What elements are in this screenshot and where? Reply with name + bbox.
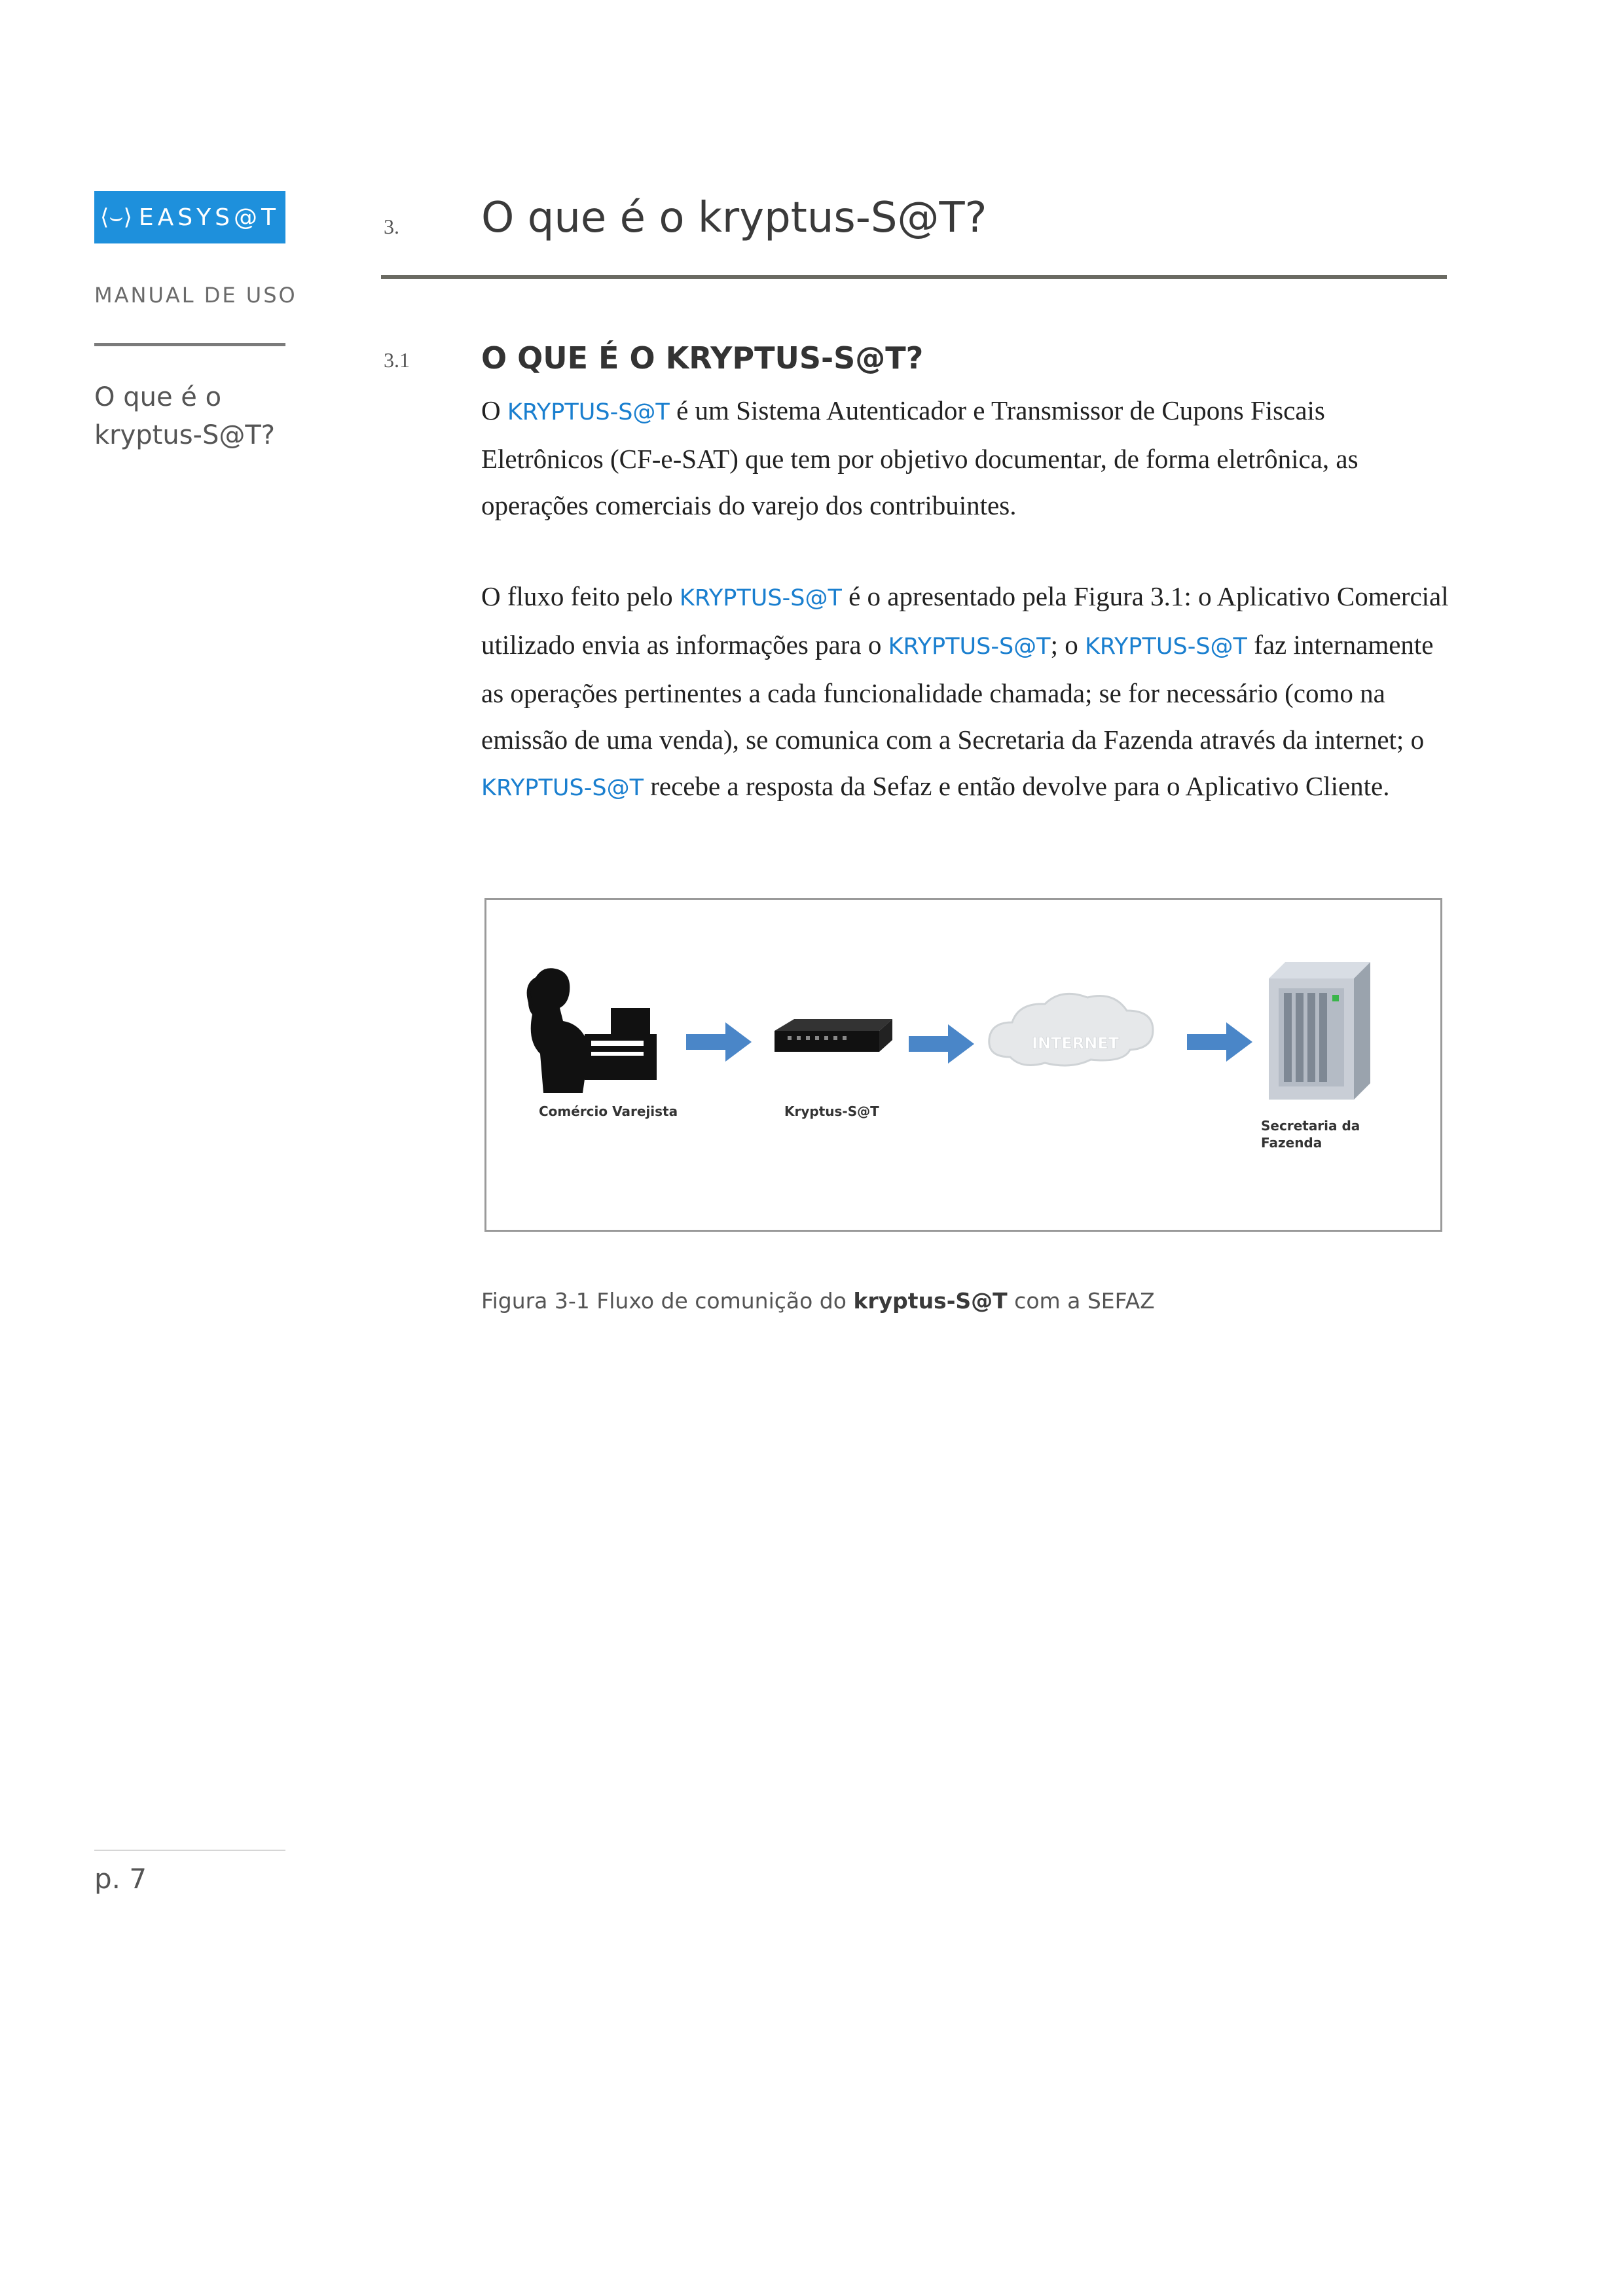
caption-suffix: com a SEFAZ	[1007, 1288, 1155, 1314]
paragraph-1	[481, 387, 1450, 529]
footer-divider	[94, 1850, 285, 1851]
internet-cloud-icon	[989, 994, 1153, 1066]
product-name: KRYPTUS-S@T	[1084, 634, 1247, 660]
section-number: 3.1	[384, 348, 410, 372]
text-run: é o apresentado pela Figura 3.1: o Aplicativo Comercial utilizado envia as informações para o	[481, 581, 1449, 660]
text-run: O	[481, 395, 507, 425]
product-name: KRYPTUS-S@T	[888, 634, 1051, 660]
caption-product: kryptus-S@T	[853, 1288, 1008, 1314]
flow-diagram	[486, 900, 1440, 1230]
paragraph-2	[481, 573, 1450, 812]
internet-label: INTERNET	[1032, 1034, 1120, 1052]
sefaz-label-line2: Fazenda	[1261, 1135, 1322, 1151]
sidebar-divider	[94, 343, 285, 346]
chapter-title: O que é o kryptus-S@T?	[481, 194, 987, 242]
chapter-divider	[381, 275, 1447, 279]
sefaz-label-line1: Secretaria da	[1261, 1118, 1360, 1134]
retail-label: Comércio Varejista	[539, 1103, 678, 1119]
text-run: recebe a resposta da Sefaz e então devolve para o Aplicativo Cliente.	[643, 771, 1390, 801]
page-number: p. 7	[94, 1863, 147, 1895]
caption-prefix: Figura 3-1 Fluxo de comunição do	[481, 1288, 854, 1314]
easysat-logo	[94, 191, 285, 243]
manual-label: MANUAL DE USO	[94, 283, 297, 308]
logo-mark-icon: ⟨⌣⟩	[100, 204, 132, 230]
logo-text: EASYS@T	[138, 204, 280, 231]
section-title: O QUE É O KRYPTUS-S@T?	[481, 340, 924, 376]
flow-figure	[484, 898, 1442, 1232]
text-run: faz internamente as operações pertinentes a cada funcionalidade chamada; se for necessário (como na emissão de uma venda), se comunica com a Secretaria da Fazenda através da internet; o	[481, 630, 1434, 755]
text-run: O fluxo feito pelo	[481, 581, 680, 611]
figure-caption	[481, 1288, 1155, 1314]
product-name: KRYPTUS-S@T	[507, 399, 670, 425]
arrow-right-icon	[1187, 1022, 1252, 1062]
device-label: Kryptus-S@T	[784, 1103, 879, 1119]
sat-device-icon	[775, 1019, 892, 1052]
sidebar-section-title: O que é o kryptus-S@T?	[94, 382, 276, 450]
server-icon	[1269, 962, 1370, 1100]
product-name: KRYPTUS-S@T	[679, 585, 842, 611]
arrow-right-icon	[686, 1022, 752, 1062]
text-run: ; o	[1050, 630, 1085, 660]
retail-worker-icon	[528, 968, 657, 1093]
arrow-right-icon	[909, 1024, 974, 1064]
chapter-number: 3.	[384, 215, 399, 238]
product-name: KRYPTUS-S@T	[481, 775, 644, 801]
text-run: é um Sistema Autenticador e Transmissor de Cupons Fiscais Eletrônicos (CF-e-SAT) que tem por objetivo documentar, de forma eletrônica, as operações comerciais do varejo dos contribuintes.	[481, 395, 1359, 520]
